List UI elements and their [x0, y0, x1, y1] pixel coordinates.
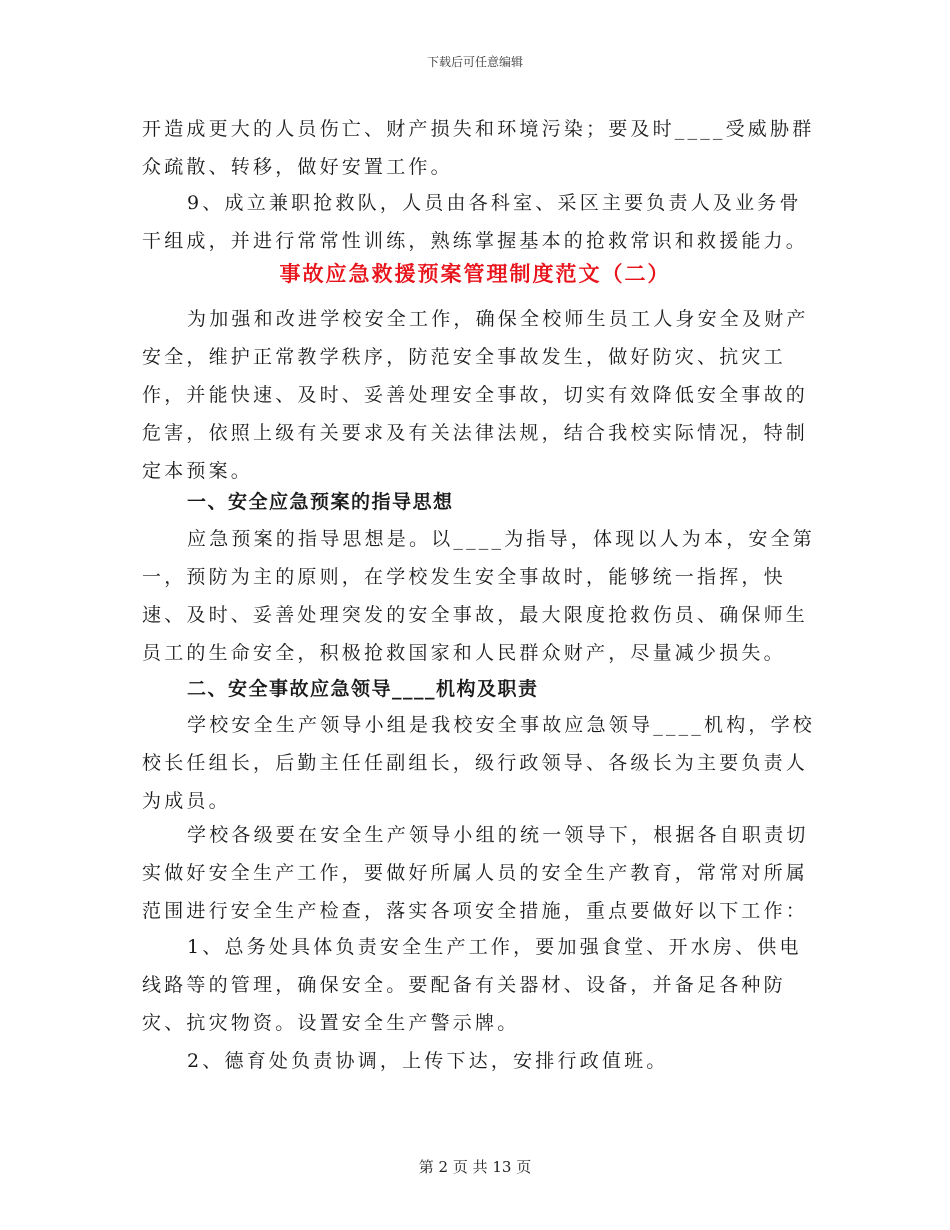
paragraph-6: 学校各级要在安全生产领导小组的统一领导下，根据各自职责切实做好安全生产工作，要做好所属人员的安全生产教育，常常对所属范围进行安全生产检查，落实各项安全措施，重点要做好以下工作： — [142, 824, 809, 922]
section-title: 事故应急救援预案管理制度范文（二） — [279, 261, 671, 286]
paragraph-1: 开造成更大的人员伤亡、财产损失和环境污染；要及时____受威胁群众疏散、转移，做好安置工作。 — [142, 118, 815, 178]
page-footer: 第 2 页 共 13 页 — [418, 1158, 532, 1176]
heading-1: 一、安全应急预案的指导思想 — [187, 491, 454, 513]
paragraph-4: 应急预案的指导思想是。以____为指导，体现以人为本，安全第一，预防为主的原则，在学校发生安全事故时，能够统一指挥，快速、及时、妥善处理突发的安全事故，最大限度抢救伤员、确保师生员工的生命安全，积极抢救国家和人民群众财产，尽量减少损失。 — [142, 528, 816, 664]
paragraph-5: 学校安全生产领导小组是我校安全事故应急领导____机构，学校校长任组长，后勤主任任副组长，级行政领导、各级长为主要负责人为成员。 — [142, 714, 816, 812]
paragraph-3: 为加强和改进学校安全工作，确保全校师生员工人身安全及财产安全，维护正常教学秩序，防范安全事故发生，做好防灾、抗灾工作，并能快速、及时、妥善处理安全事故，切实有效降低安全事故的危害，依照上级有关要求及有关法律法规，结合我校实际情况，特制定本预案。 — [142, 308, 809, 482]
page-header: 下载后可任意编辑 — [426, 55, 523, 69]
paragraph-7: 1、总务处具体负责安全生产工作，要加强食堂、开水房、供电线路等的管理，确保安全。要配备有关器材、设备，并备足各种防灾、抗灾物资。设置安全生产警示牌。 — [142, 936, 802, 1034]
heading-2: 二、安全事故应急领导____机构及职责 — [187, 678, 539, 700]
paragraph-2: 9、成立兼职抢救队，人员由各科室、采区主要负责人及业务骨干组成，并进行常常性训练，熟练掌握基本的抢救常识和救援能力。 — [142, 192, 809, 252]
paragraph-8: 2、德育处负责协调，上传下达，安排行政值班。 — [187, 1050, 669, 1072]
